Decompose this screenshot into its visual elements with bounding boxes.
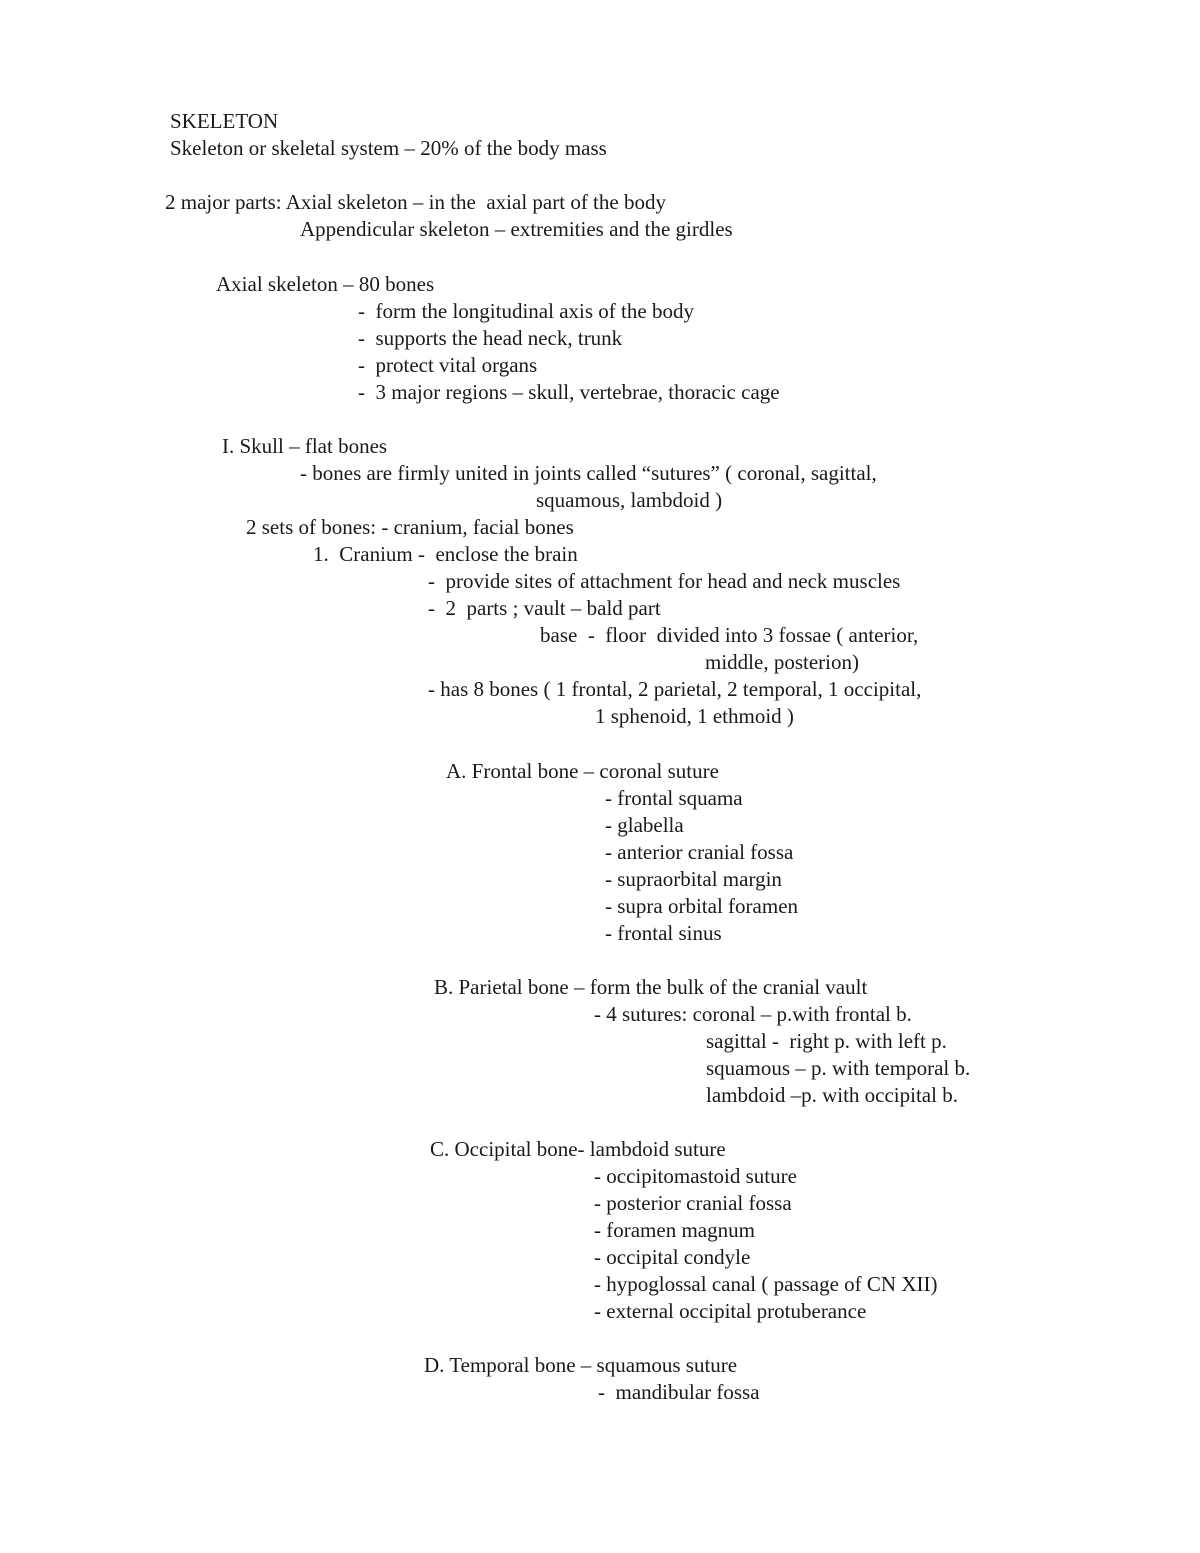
list-item: - has 8 bones ( 1 frontal, 2 parietal, 2 temporal, 1 occipital, (428, 677, 922, 701)
list-item: - form the longitudinal axis of the body (358, 299, 694, 323)
list-item: - protect vital organs (358, 353, 538, 377)
text-line: middle, posterion) (705, 650, 859, 674)
list-item: - occipitomastoid suture (594, 1164, 797, 1188)
list-item: - supra orbital foramen (605, 894, 799, 918)
list-item: - mandibular fossa (598, 1380, 760, 1404)
list-item: - anterior cranial fossa (605, 840, 794, 864)
list-item: - foramen magnum (594, 1218, 755, 1242)
text-line: 2 major parts: Axial skeleton – in the axial part of the body (165, 190, 666, 214)
bone-heading: B. Parietal bone – form the bulk of the cranial vault (434, 975, 868, 999)
list-item: - supraorbital margin (605, 867, 782, 891)
list-item: - frontal squama (605, 786, 743, 810)
list-item: - glabella (605, 813, 684, 837)
list-item: - provide sites of attachment for head and neck muscles (428, 569, 901, 593)
list-item: - posterior cranial fossa (594, 1191, 792, 1215)
list-item: - supports the head neck, trunk (358, 326, 623, 350)
text-line: squamous, lambdoid ) (536, 488, 723, 512)
bone-heading: A. Frontal bone – coronal suture (446, 759, 719, 783)
text-line: Skeleton or skeletal system – 20% of the body mass (170, 136, 607, 160)
bone-heading: D. Temporal bone – squamous suture (424, 1353, 738, 1377)
text-line: 1 sphenoid, 1 ethmoid ) (595, 704, 794, 728)
subsection-heading: 1. Cranium - enclose the brain (313, 542, 578, 566)
list-item: - external occipital protuberance (594, 1299, 867, 1323)
list-item: - 2 parts ; vault – bald part (428, 596, 661, 620)
text-line: Appendicular skeleton – extremities and the girdles (300, 217, 733, 241)
list-item: - frontal sinus (605, 921, 722, 945)
bone-heading: C. Occipital bone- lambdoid suture (430, 1137, 726, 1161)
text-line: squamous – p. with temporal b. (706, 1056, 971, 1080)
list-item: - 4 sutures: coronal – p.with frontal b. (594, 1002, 912, 1026)
list-item: - hypoglossal canal ( passage of CN XII) (594, 1272, 938, 1296)
text-line: sagittal - right p. with left p. (706, 1029, 947, 1053)
text-line: - bones are firmly united in joints called “sutures” ( coronal, sagittal, (300, 461, 877, 485)
text-line: 2 sets of bones: - cranium, facial bones (246, 515, 574, 539)
section-heading: Axial skeleton – 80 bones (216, 272, 435, 296)
document-title: SKELETON (170, 109, 279, 133)
list-item: - occipital condyle (594, 1245, 751, 1269)
list-item: - 3 major regions – skull, vertebrae, thoracic cage (358, 380, 780, 404)
section-heading: I. Skull – flat bones (222, 434, 388, 458)
text-line: lambdoid –p. with occipital b. (706, 1083, 958, 1107)
text-line: base - floor divided into 3 fossae ( anterior, (540, 623, 919, 647)
